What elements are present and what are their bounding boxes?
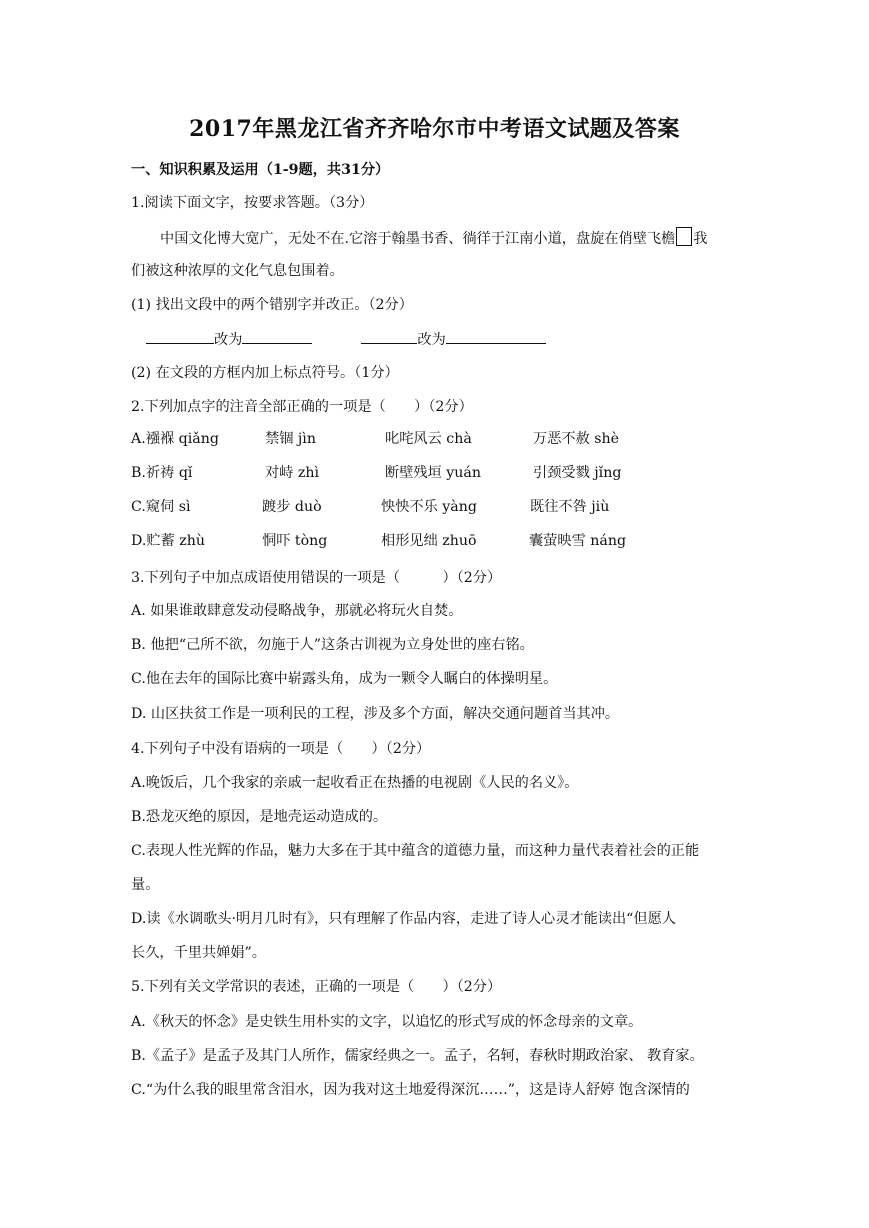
question-1-sub2: (2) 在文段的方框内加上标点符号。（1分） — [131, 365, 399, 381]
option-c-word-2: 踱步 duò — [262, 499, 322, 515]
option-b-word-1: B.祈祷 qǐ — [131, 465, 193, 481]
question-3-option-d: D. 山区扶贫工作是一项利民的工程，涉及多个方面，解决交通问题首当其冲。 — [131, 706, 620, 722]
option-a-word-3: 叱咤风云 chà — [385, 431, 472, 447]
question-4-option-b: B.恐龙灭绝的原因，是地壳运动造成的。 — [131, 809, 388, 825]
option-b-word-4: 引颈受戮 jǐng — [533, 465, 622, 481]
question-2-stem: 2.下列加点字的注音全部正确的一项是（ ）（2分） — [131, 399, 473, 415]
answer-blank[interactable] — [146, 329, 214, 344]
question-1-stem: 1.阅读下面文字，按要求答题。（3分） — [131, 195, 374, 211]
option-d-word-3: 相形见绌 zhuō — [381, 533, 477, 549]
question-1-passage-line2: 们被这种浓厚的文化气息包围着。 — [131, 263, 344, 279]
option-c-word-4: 既往不咎 jiù — [530, 499, 610, 515]
option-a-word-4: 万恶不赦 shè — [533, 431, 620, 447]
option-c-word-1: C.窥伺 sì — [131, 499, 191, 515]
question-5-stem: 5.下列有关文学常识的表述，正确的一项是（ ）（2分） — [131, 979, 502, 995]
question-4-option-d-line1: D.读《水调歌头·明月几时有》，只有理解了作品内容，走进了诗人心灵才能读出“但愿人 — [131, 911, 676, 927]
question-4-stem: 4.下列句子中没有语病的一项是（ ）（2分） — [131, 741, 431, 757]
answer-blank[interactable] — [361, 329, 417, 344]
option-a-word-1: A.襁褓 qiǎng — [131, 431, 219, 447]
page-title: 2017年黑龙江省齐齐哈尔市中考语文试题及答案 — [189, 116, 680, 142]
section-heading: 一、知识积累及运用（1-9题，共31分） — [131, 162, 390, 178]
option-d-word-4: 囊萤映雪 náng — [529, 533, 627, 549]
question-1-sub1: (1) 找出文段中的两个错别字并改正。（2分） — [131, 297, 413, 313]
answer-blank[interactable] — [446, 329, 546, 344]
answer-blank[interactable] — [242, 329, 312, 344]
punctuation-box[interactable] — [676, 227, 692, 246]
question-5-option-a: A.《秋天的怀念》是史铁生用朴实的文字，以追忆的形式写成的怀念母亲的文章。 — [131, 1014, 643, 1030]
question-4-option-c-line1: C.表现人性光辉的作品，魅力大多在于其中蕴含的道德力量，而这种力量代表着社会的正能 — [131, 843, 700, 859]
passage-text: 中国文化博大宽广，无处不在.它溶于翰墨书香、徜徉于江南小道，盘旋在俏壁飞檐 — [160, 231, 676, 247]
correction-row — [146, 329, 546, 350]
option-d-word-2: 恫吓 tòng — [262, 533, 328, 549]
question-5-option-b: B.《孟子》是孟子及其门人所作，儒家经典之一。孟子，名轲，春秋时期政治家、 教育家。 — [131, 1048, 704, 1064]
option-b-word-3: 断壁残垣 yuán — [385, 465, 482, 481]
question-4-option-d-line2: 长久，千里共婵娟”。 — [131, 945, 266, 961]
option-b-word-2: 对峙 zhì — [265, 465, 320, 481]
change-label: 改为 — [214, 332, 243, 348]
question-1-passage-line1 — [160, 227, 707, 249]
option-c-word-3: 怏怏不乐 yàng — [381, 499, 477, 515]
question-3-option-a: A. 如果谁敢肆意发动侵略战争，那就必将玩火自焚。 — [131, 603, 463, 619]
option-d-word-1: D.贮蓄 zhù — [131, 533, 206, 549]
passage-text-end: 我 — [693, 231, 708, 247]
question-4-option-a: A.晚饭后，几个我家的亲戚一起收看正在热播的电视剧《人民的名义》。 — [131, 775, 579, 791]
option-a-word-2: 禁锢 jìn — [265, 431, 316, 447]
question-3-option-b: B. 他把“己所不欲，勿施于人”这条古训视为立身处世的座右铭。 — [131, 637, 534, 653]
question-3-option-c: C.他在去年的国际比赛中崭露头角，成为一颗令人瞩白的体操明星。 — [131, 671, 558, 687]
question-3-stem: 3.下列句子中加点成语使用错误的一项是（ ）（2分） — [131, 570, 502, 586]
question-5-option-c: C.“为什么我的眼里常含泪水，因为我对这土地爱得深沉……”，这是诗人舒婷 饱含深情的 — [131, 1082, 690, 1098]
change-label: 改为 — [417, 332, 446, 348]
question-4-option-c-line2: 量。 — [131, 877, 160, 893]
